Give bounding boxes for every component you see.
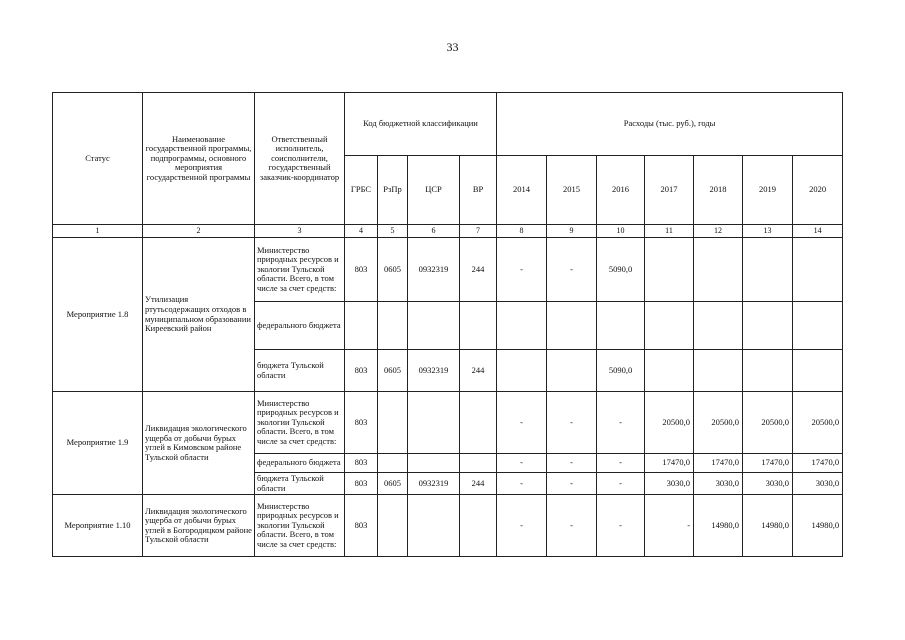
header-year: 2016	[597, 156, 645, 225]
cell-amount: 17470,0	[793, 454, 843, 473]
header-expenses: Расходы (тыс. руб.), годы	[497, 93, 843, 156]
cell-amount: 3030,0	[743, 473, 793, 495]
cell-amount: -	[547, 392, 597, 454]
cell-amount: -	[497, 392, 547, 454]
row-name: Ликвидация экологического ущерба от добычи бурых углей в Кимовском районе Тульской области	[143, 392, 255, 495]
cell-amount: -	[547, 495, 597, 557]
header-year: 2017	[645, 156, 694, 225]
col-number: 9	[547, 225, 597, 238]
cell-amount: -	[497, 495, 547, 557]
cell-amount: 14980,0	[793, 495, 843, 557]
header-grbs: ГРБС	[345, 156, 378, 225]
row-name: Утилизация ртутьсодержащих отходов в муниципальном образовании Киреевский район	[143, 238, 255, 392]
cell-grbs: 803	[345, 495, 378, 557]
col-number: 7	[460, 225, 497, 238]
cell-amount: -	[645, 495, 694, 557]
cell-grbs: 803	[345, 473, 378, 495]
cell-amount	[597, 302, 645, 350]
cell-csr	[408, 454, 460, 473]
row-status: Мероприятие 1.10	[53, 495, 143, 557]
col-number: 8	[497, 225, 547, 238]
col-number: 4	[345, 225, 378, 238]
cell-amount	[793, 350, 843, 392]
header-year: 2018	[694, 156, 743, 225]
cell-amount: 3030,0	[793, 473, 843, 495]
cell-vr: 244	[460, 238, 497, 302]
table-row	[53, 495, 843, 557]
cell-amount: 3030,0	[694, 473, 743, 495]
cell-amount: -	[497, 238, 547, 302]
cell-rzpr: 0605	[378, 350, 408, 392]
header-csr: ЦСР	[408, 156, 460, 225]
col-number: 10	[597, 225, 645, 238]
cell-amount: 20500,0	[743, 392, 793, 454]
row-responsible: бюджета Тульской области	[255, 350, 345, 392]
header-name: Наименование государственной программы, подпрограммы, основного мероприятия государственной программы	[143, 93, 255, 225]
cell-amount	[694, 302, 743, 350]
row-status: Мероприятие 1.8	[53, 238, 143, 392]
cell-csr	[408, 495, 460, 557]
header-year: 2015	[547, 156, 597, 225]
col-number: 14	[793, 225, 843, 238]
cell-amount	[743, 350, 793, 392]
cell-amount	[694, 238, 743, 302]
cell-grbs: 803	[345, 350, 378, 392]
cell-amount: -	[497, 454, 547, 473]
cell-grbs: 803	[345, 238, 378, 302]
cell-amount: -	[597, 392, 645, 454]
cell-grbs	[345, 302, 378, 350]
cell-rzpr	[378, 302, 408, 350]
cell-csr	[408, 392, 460, 454]
cell-vr	[460, 495, 497, 557]
cell-rzpr: 0605	[378, 473, 408, 495]
table-row	[53, 238, 843, 302]
cell-rzpr	[378, 392, 408, 454]
cell-vr: 244	[460, 350, 497, 392]
cell-amount: -	[597, 495, 645, 557]
cell-csr: 0932319	[408, 350, 460, 392]
row-responsible: Министерство природных ресурсов и экологии Тульской области. Всего, в том числе за счет средств:	[255, 392, 345, 454]
cell-amount: 20500,0	[694, 392, 743, 454]
col-number: 1	[53, 225, 143, 238]
table-row	[53, 392, 843, 454]
cell-vr: 244	[460, 473, 497, 495]
budget-table	[52, 92, 843, 557]
cell-amount	[497, 302, 547, 350]
col-number: 5	[378, 225, 408, 238]
cell-amount: 5090,0	[597, 238, 645, 302]
row-responsible: федерального бюджета	[255, 454, 345, 473]
cell-vr	[460, 392, 497, 454]
header-responsible: Ответственный исполнитель, соисполнители, государственный заказчик-координатор	[255, 93, 345, 225]
cell-csr: 0932319	[408, 238, 460, 302]
header-budget-code: Код бюджетной классификации	[345, 93, 497, 156]
header-year: 2020	[793, 156, 843, 225]
page-number: 33	[446, 40, 459, 54]
row-status: Мероприятие 1.9	[53, 392, 143, 495]
header-vr: ВР	[460, 156, 497, 225]
cell-amount	[743, 238, 793, 302]
col-number: 3	[255, 225, 345, 238]
cell-amount	[793, 238, 843, 302]
header-year: 2019	[743, 156, 793, 225]
cell-rzpr	[378, 454, 408, 473]
cell-amount	[645, 302, 694, 350]
cell-amount: -	[547, 473, 597, 495]
col-number: 2	[143, 225, 255, 238]
col-number: 13	[743, 225, 793, 238]
cell-rzpr: 0605	[378, 238, 408, 302]
cell-amount: 17470,0	[645, 454, 694, 473]
row-responsible: Министерство природных ресурсов и экологии Тульской области. Всего, в том числе за счет средств:	[255, 238, 345, 302]
cell-csr: 0932319	[408, 473, 460, 495]
cell-grbs: 803	[345, 454, 378, 473]
cell-amount: 17470,0	[743, 454, 793, 473]
cell-amount: -	[497, 473, 547, 495]
cell-amount	[547, 350, 597, 392]
cell-amount	[793, 302, 843, 350]
cell-amount	[694, 350, 743, 392]
header-status: Статус	[53, 93, 143, 225]
col-number: 11	[645, 225, 694, 238]
row-responsible: бюджета Тульской области	[255, 473, 345, 495]
cell-amount: -	[597, 454, 645, 473]
cell-amount: 17470,0	[694, 454, 743, 473]
cell-amount	[645, 350, 694, 392]
header-year: 2014	[497, 156, 547, 225]
cell-amount: 14980,0	[694, 495, 743, 557]
cell-amount	[497, 350, 547, 392]
cell-amount: 20500,0	[793, 392, 843, 454]
row-responsible: Министерство природных ресурсов и экологии Тульской области. Всего, в том числе за счет средств:	[255, 495, 345, 557]
cell-csr	[408, 302, 460, 350]
cell-amount	[743, 302, 793, 350]
cell-amount: -	[547, 238, 597, 302]
row-name: Ликвидация экологического ущерба от добычи бурых углей в Богородицком районе Тульской области	[143, 495, 255, 557]
cell-vr	[460, 302, 497, 350]
cell-amount	[645, 238, 694, 302]
cell-rzpr	[378, 495, 408, 557]
cell-amount	[547, 302, 597, 350]
cell-amount: 20500,0	[645, 392, 694, 454]
cell-amount: -	[597, 473, 645, 495]
col-number: 12	[694, 225, 743, 238]
cell-amount: 14980,0	[743, 495, 793, 557]
cell-amount: 5090,0	[597, 350, 645, 392]
col-number: 6	[408, 225, 460, 238]
cell-amount: -	[547, 454, 597, 473]
row-responsible: федерального бюджета	[255, 302, 345, 350]
cell-grbs: 803	[345, 392, 378, 454]
header-rzpr: РзПр	[378, 156, 408, 225]
cell-vr	[460, 454, 497, 473]
cell-amount: 3030,0	[645, 473, 694, 495]
table-body	[53, 238, 843, 557]
